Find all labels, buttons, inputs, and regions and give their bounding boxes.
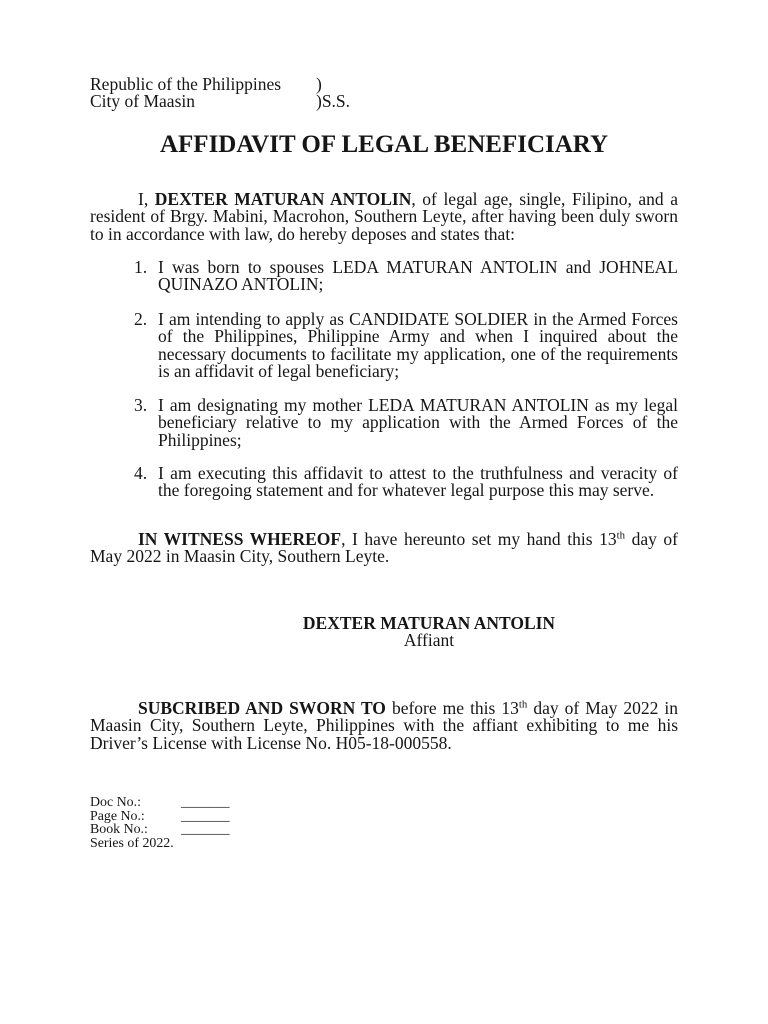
register-blank: _______	[181, 822, 230, 838]
witness-text-before: , I have hereunto set my hand this 13	[341, 529, 617, 549]
ordinal-suffix: th	[616, 529, 626, 542]
register-blank: _______	[181, 808, 230, 824]
register-label: Doc No.:	[90, 795, 141, 810]
venue-ss: )S.S.	[316, 91, 351, 112]
signature-role: Affiant	[403, 630, 455, 651]
venue-bracket: )	[316, 74, 322, 94]
statement-item	[90, 397, 678, 449]
register-line-series	[90, 837, 230, 851]
register-blank: _______	[181, 795, 230, 810]
jurat-text-after: day of May 2022 in Maasin City, Southern Leyte, Philippines with the affiant exhibiting to me his Driver’s License with License No. H05-18-000558.	[90, 698, 678, 753]
signature-block	[180, 615, 678, 650]
venue-country: Republic of the Philippines	[90, 74, 282, 94]
statement-item	[90, 311, 678, 380]
statement-item	[90, 259, 678, 294]
jurat-text-before: before me this 13	[385, 698, 519, 718]
witness-paragraph	[90, 531, 678, 566]
register-label: Book No.:	[90, 822, 148, 838]
document-title: AFFIDAVIT OF LEGAL BENEFICIARY	[159, 131, 609, 158]
statement-item	[90, 465, 678, 500]
register-line-book	[90, 823, 230, 837]
statement-text: I am designating my mother LEDA MATURAN ANTOLIN as my legal beneficiary relative to my application with the Armed Forces of the Philippines;	[158, 395, 678, 450]
register-line-doc	[90, 796, 230, 810]
statement-text: I am intending to apply as CANDIDATE SOLDIER in the Armed Forces of the Philippines, Philippine Army and when I inquired about the necessary documents to facilitate my application, one of the requirements is an affidavit of legal beneficiary;	[158, 309, 678, 381]
witness-text-after: day of May 2022 in Maasin City, Southern Leyte.	[90, 529, 678, 567]
intro-lead: I,	[138, 189, 155, 209]
jurat-paragraph	[90, 700, 678, 752]
register-label: Series of 2022.	[90, 836, 174, 852]
jurat-heading: SUBCRIBED AND SWORN TO	[138, 698, 386, 718]
statement-number: 2.	[134, 309, 148, 329]
ordinal-suffix: th	[518, 698, 528, 711]
intro-paragraph	[90, 191, 678, 243]
statement-number: 4.	[134, 463, 148, 483]
register-line-page	[90, 810, 230, 824]
notarial-register	[90, 796, 230, 851]
witness-heading: IN WITNESS WHEREOF	[138, 529, 342, 549]
venue-block	[90, 76, 390, 111]
register-label: Page No.:	[90, 808, 145, 824]
statement-text: I was born to spouses LEDA MATURAN ANTOLIN and JOHNEAL QUINAZO ANTOLIN;	[158, 257, 678, 295]
intro-text: , of legal age, single, Filipino, and a resident of Brgy. Mabini, Macrohon, Southern Leyte, after having been duly sworn to in accordance with law, do hereby deposes and states that:	[90, 189, 678, 244]
signature-name: DEXTER MATURAN ANTOLIN	[302, 613, 556, 633]
statement-number: 1.	[134, 257, 148, 277]
affiant-name: DEXTER MATURAN ANTOLIN	[154, 189, 412, 209]
venue-line	[90, 93, 390, 110]
statement-text: I am executing this affidavit to attest to the truthfulness and veracity of the foregoing statement and for whatever legal purpose this may serve.	[158, 463, 678, 501]
venue-city: City of Maasin	[90, 91, 195, 112]
statement-number: 3.	[134, 395, 148, 415]
